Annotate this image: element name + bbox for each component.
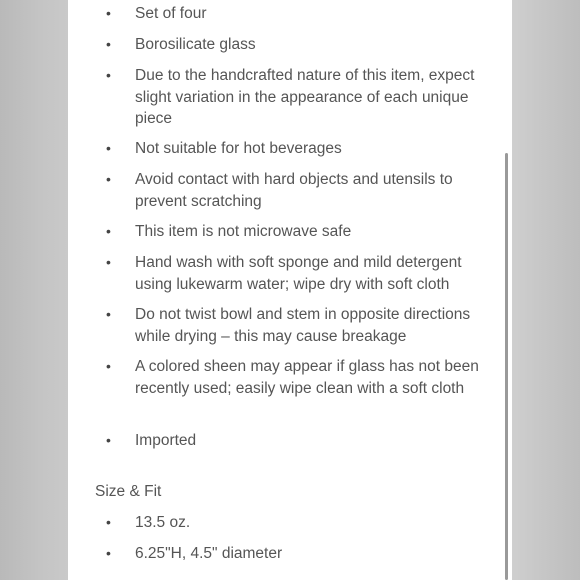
list-item-text: Avoid contact with hard objects and utensils to prevent scratching — [135, 171, 453, 210]
bullet-icon: • — [106, 514, 111, 530]
bullet-icon: • — [106, 432, 111, 448]
list-item-text: Set of four — [135, 5, 207, 22]
bullet-icon: • — [106, 5, 111, 21]
bullet-icon: • — [106, 545, 111, 561]
scrollbar[interactable] — [505, 153, 508, 580]
list-item-text: 6.25"H, 4.5" diameter — [135, 545, 283, 562]
bullet-icon: • — [106, 306, 111, 322]
list-item-text: This item is not microwave safe — [135, 223, 352, 240]
list-item-text: 13.5 oz. — [135, 514, 191, 531]
bullet-icon: • — [106, 140, 111, 156]
list-item-text: A colored sheen may appear if glass has not been recently used; easily wipe clean with a soft cloth — [135, 358, 479, 397]
bullet-icon: • — [106, 171, 111, 187]
list-item-text: Do not twist bowl and stem in opposite directions while drying – this may cause breakage — [135, 306, 471, 345]
bullet-icon: • — [106, 223, 111, 239]
bullet-icon: • — [106, 358, 111, 374]
bullet-icon: • — [106, 36, 111, 52]
list-item-text: Not suitable for hot beverages — [135, 140, 342, 157]
list-item-text: Imported — [135, 432, 197, 449]
size-fit-heading: Size & Fit — [95, 483, 162, 500]
list-item-text: Hand wash with soft sponge and mild detergent using lukewarm water; wipe dry with soft cloth — [135, 254, 462, 293]
bullet-icon: • — [106, 67, 111, 83]
list-item-text: Borosilicate glass — [135, 36, 256, 53]
product-details-panel — [68, 0, 512, 580]
bullet-icon: • — [106, 254, 111, 270]
list-item-text: Due to the handcrafted nature of this item, expect slight variation in the appearance of each unique piece — [135, 67, 475, 127]
